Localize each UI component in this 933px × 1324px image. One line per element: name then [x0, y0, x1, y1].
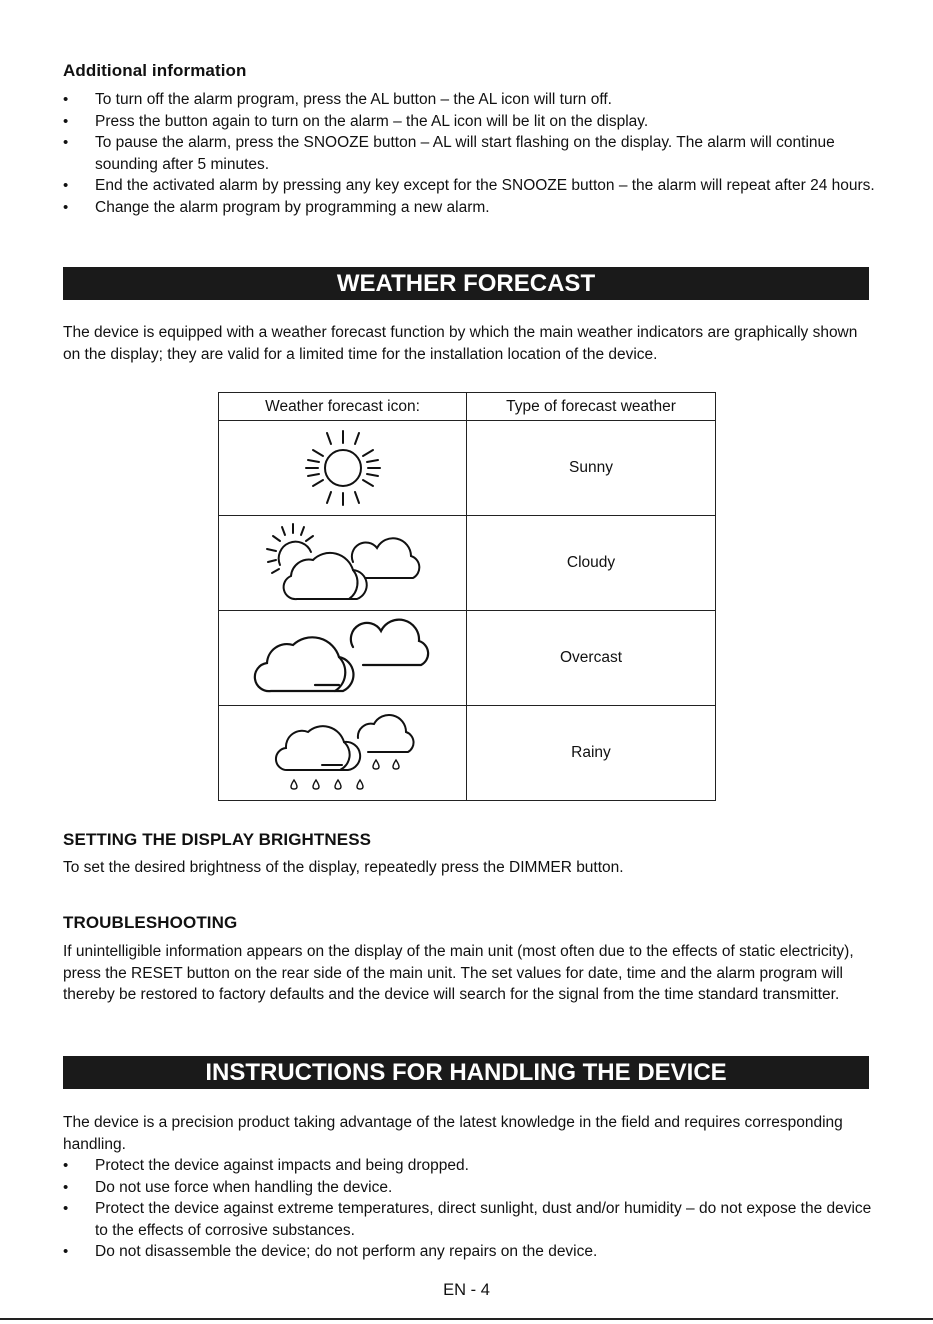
handling-intro-text: The device is a precision product taking advantage of the latest knowledge in the field and requires corresponding handling.: [63, 1114, 843, 1153]
forecast-type-cell: Sunny: [467, 421, 716, 516]
clouds-icon: [243, 615, 443, 701]
list-item: • Press the button again to turn on the alarm – the AL icon will be lit on the display.: [63, 111, 875, 133]
table-row: [219, 706, 716, 801]
column-header-icon: Weather forecast icon:: [219, 393, 467, 421]
weather-forecast-table: [218, 392, 716, 801]
footer-divider: [0, 1318, 933, 1320]
weather-intro-text: The device is equipped with a weather forecast function by which the main weather indicators are graphically shown on the display; they are valid for a limited time for the installation location of the device.: [63, 324, 858, 363]
list-item: • To pause the alarm, press the SNOOZE button – AL will start flashing on the display. The alarm will continue sounding after 5 minutes.: [63, 132, 875, 175]
page-number: EN - 4: [443, 1281, 490, 1299]
brightness-text: To set the desired brightness of the display, repeatedly press the DIMMER button.: [63, 859, 624, 876]
icon-cell: [219, 611, 467, 706]
list-item: • Do not disassemble the device; do not perform any repairs on the device.: [63, 1241, 875, 1263]
additional-info-heading: Additional information: [63, 61, 247, 80]
icon-cell: [219, 421, 467, 516]
icon-cell: [219, 706, 467, 801]
list-item: • End the activated alarm by pressing any key except for the SNOOZE button – the alarm will repeat after 24 hours.: [63, 175, 875, 197]
brightness-heading: SETTING THE DISPLAY BRIGHTNESS: [63, 830, 372, 849]
list-item: • Protect the device against impacts and being dropped.: [63, 1155, 875, 1177]
troubleshooting-text: If unintelligible information appears on the display of the main unit (most often due to the effects of static electricity), press the RESET button on the rear side of the main unit. The set values for date, time and the alarm program will thereby be restored to factory defaults and the device will search for the signal from the time standard transmitter.: [63, 943, 854, 1003]
sun-behind-clouds-icon: [253, 520, 433, 606]
forecast-type-cell: Cloudy: [467, 516, 716, 611]
column-header-type: Type of forecast weather: [467, 393, 716, 421]
forecast-type-cell: Rainy: [467, 706, 716, 801]
table-row: [219, 516, 716, 611]
list-item: • Change the alarm program by programming a new alarm.: [63, 197, 875, 219]
rain-clouds-icon: [258, 710, 428, 796]
handling-instructions-banner: INSTRUCTIONS FOR HANDLING THE DEVICE: [63, 1056, 869, 1089]
forecast-type-cell: Overcast: [467, 611, 716, 706]
weather-forecast-banner: WEATHER FORECAST: [63, 267, 869, 300]
additional-info-list: [63, 89, 875, 218]
sun-icon: [293, 423, 393, 513]
table-row: [219, 421, 716, 516]
table-header-row: [219, 393, 716, 421]
list-item: • Do not use force when handling the device.: [63, 1177, 875, 1199]
handling-list: [63, 1155, 875, 1263]
table-row: [219, 611, 716, 706]
list-item: • To turn off the alarm program, press the AL button – the AL icon will turn off.: [63, 89, 875, 111]
list-item: • Protect the device against extreme temperatures, direct sunlight, dust and/or humidity – do not expose the device to the effects of corrosive substances.: [63, 1198, 875, 1241]
icon-cell: [219, 516, 467, 611]
troubleshooting-heading: TROUBLESHOOTING: [63, 913, 238, 932]
